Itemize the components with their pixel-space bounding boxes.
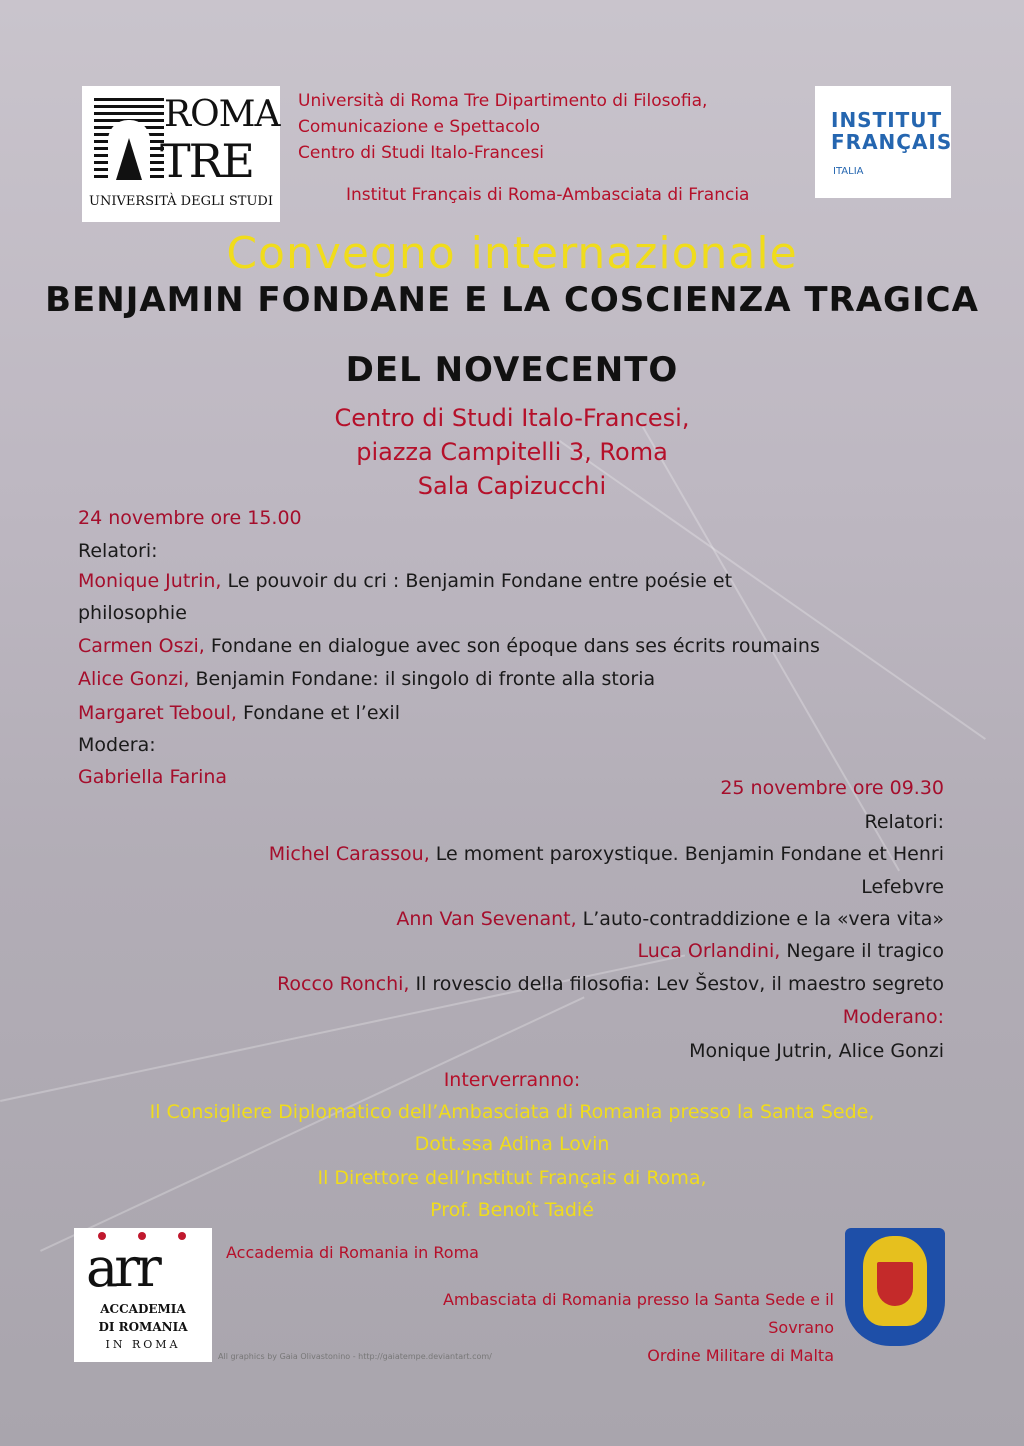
speaker-name: Michel Carassou,: [268, 843, 430, 865]
venue-line: piazza Campitelli 3, Roma: [356, 438, 668, 466]
intervention-line: Prof. Benoît Tadié: [430, 1199, 594, 1221]
speaker-name: Ann Van Sevenant,: [396, 908, 577, 930]
venue-line: Sala Capizucchi: [417, 472, 607, 500]
organizer-block: [298, 88, 707, 166]
graphics-credit: All graphics by Gaia Olivastonino - http://gaiatempe.deviantart.com/: [218, 1352, 492, 1361]
day2-talk: [637, 939, 944, 963]
day2-relatori-label: Relatori:: [864, 811, 944, 833]
interventions-label: Interverranno:: [443, 1069, 581, 1091]
day1-relatori-label: Relatori:: [78, 540, 158, 562]
ambasciata-block: [443, 1286, 834, 1370]
organizer-line: Comunicazione e Spettacolo: [298, 117, 541, 137]
red-dot-icon: [178, 1232, 186, 1240]
day1-moderator: Gabriella Farina: [78, 766, 228, 788]
institut-logo-line3: ITALIA: [833, 166, 864, 177]
speaker-name: Monique Jutrin,: [78, 570, 222, 592]
day1-talk: [78, 569, 732, 593]
roma-tre-logo-line3: UNIVERSITÀ DEGLI STUDI: [89, 194, 273, 209]
ambasciata-line: Ordine Militare di Malta: [647, 1346, 834, 1365]
accademia-logo-line3: IN ROMA: [105, 1338, 181, 1351]
organizer-line: Centro di Studi Italo-Francesi: [298, 143, 545, 163]
speaker-name: Luca Orlandini,: [637, 940, 781, 962]
conference-kicker: Convegno internazionale: [226, 228, 798, 279]
accademia-logo-line2: DI ROMANIA: [98, 1320, 188, 1334]
institut-logo-line1: INSTITUT: [831, 108, 943, 132]
speaker-name: Alice Gonzi,: [78, 668, 190, 690]
roma-tre-logo-line1: ROMA: [164, 94, 280, 135]
intervention-line: Il Direttore dell’Institut Français di Roma,: [317, 1167, 707, 1189]
institut-line: Institut Français di Roma-Ambasciata di Francia: [346, 185, 750, 205]
venue-line: Centro di Studi Italo-Francesi,: [334, 404, 690, 432]
accademia-text: Accademia di Romania in Roma: [226, 1243, 479, 1262]
talk-title: Le moment paroxystique. Benjamin Fondane et Henri: [429, 843, 944, 865]
day1-talk: [78, 634, 820, 658]
institut-logo-line2: FRANÇAIS: [831, 130, 953, 154]
intervention-line: Dott.ssa Adina Lovin: [414, 1133, 610, 1155]
day1-talk: [78, 667, 655, 691]
talk-title: Negare il tragico: [780, 940, 944, 962]
accademia-mark: arr: [86, 1236, 158, 1299]
institut-francais-logo: [815, 86, 951, 198]
conference-title-line1: BENJAMIN FONDANE E LA COSCIENZA TRAGICA: [45, 280, 979, 320]
shield-icon: [877, 1262, 913, 1306]
roma-tre-logo-line2: TRE: [160, 134, 253, 188]
talk-title: Fondane et l’exil: [236, 702, 400, 724]
ambasciata-line: Ambasciata di Romania presso la Santa Sede e il: [442, 1290, 834, 1309]
accademia-logo-line1: ACCADEMIA: [100, 1302, 186, 1316]
intervention-line: Il Consigliere Diplomatico dell’Ambasciata di Romania presso la Santa Sede,: [149, 1101, 875, 1123]
talk-title: philosophie: [78, 602, 187, 624]
day2-date: 25 novembre ore 09.30: [720, 777, 944, 799]
organizer-line: Università di Roma Tre Dipartimento di Filosofia,: [298, 91, 708, 111]
talk-title: Le pouvoir du cri : Benjamin Fondane entre poésie et: [221, 570, 733, 592]
day2-moderators: Monique Jutrin, Alice Gonzi: [689, 1040, 944, 1062]
romania-coat-of-arms-icon: [845, 1228, 945, 1346]
day2-talk: [277, 972, 944, 996]
roma-tre-emblem-icon: [94, 98, 164, 178]
day2-talk: [269, 842, 944, 866]
speaker-name: Rocco Ronchi,: [277, 973, 410, 995]
day1-date: 24 novembre ore 15.00: [78, 507, 302, 529]
roma-tre-logo: [82, 86, 280, 222]
day1-talk: [78, 601, 187, 625]
day1-modera-label: Modera:: [78, 734, 156, 756]
ambasciata-line: Sovrano: [768, 1318, 834, 1337]
conference-title-line2: DEL NOVECENTO: [345, 350, 679, 390]
speaker-name: Carmen Oszi,: [78, 635, 205, 657]
day2-moderano-label: Moderano:: [842, 1006, 944, 1028]
day1-talk: [78, 701, 400, 725]
talk-title: L’auto-contraddizione e la «vera vita»: [576, 908, 944, 930]
day2-talk: [861, 875, 944, 899]
speaker-name: Margaret Teboul,: [78, 702, 237, 724]
day2-talk: [396, 907, 944, 931]
talk-title: Benjamin Fondane: il singolo di fronte alla storia: [189, 668, 656, 690]
talk-title: Fondane en dialogue avec son époque dans ses écrits roumains: [204, 635, 820, 657]
accademia-di-romania-logo: [74, 1228, 212, 1362]
talk-title: Il rovescio della filosofia: Lev Šestov, il maestro segreto: [409, 973, 944, 995]
talk-title: Lefebvre: [861, 876, 944, 898]
